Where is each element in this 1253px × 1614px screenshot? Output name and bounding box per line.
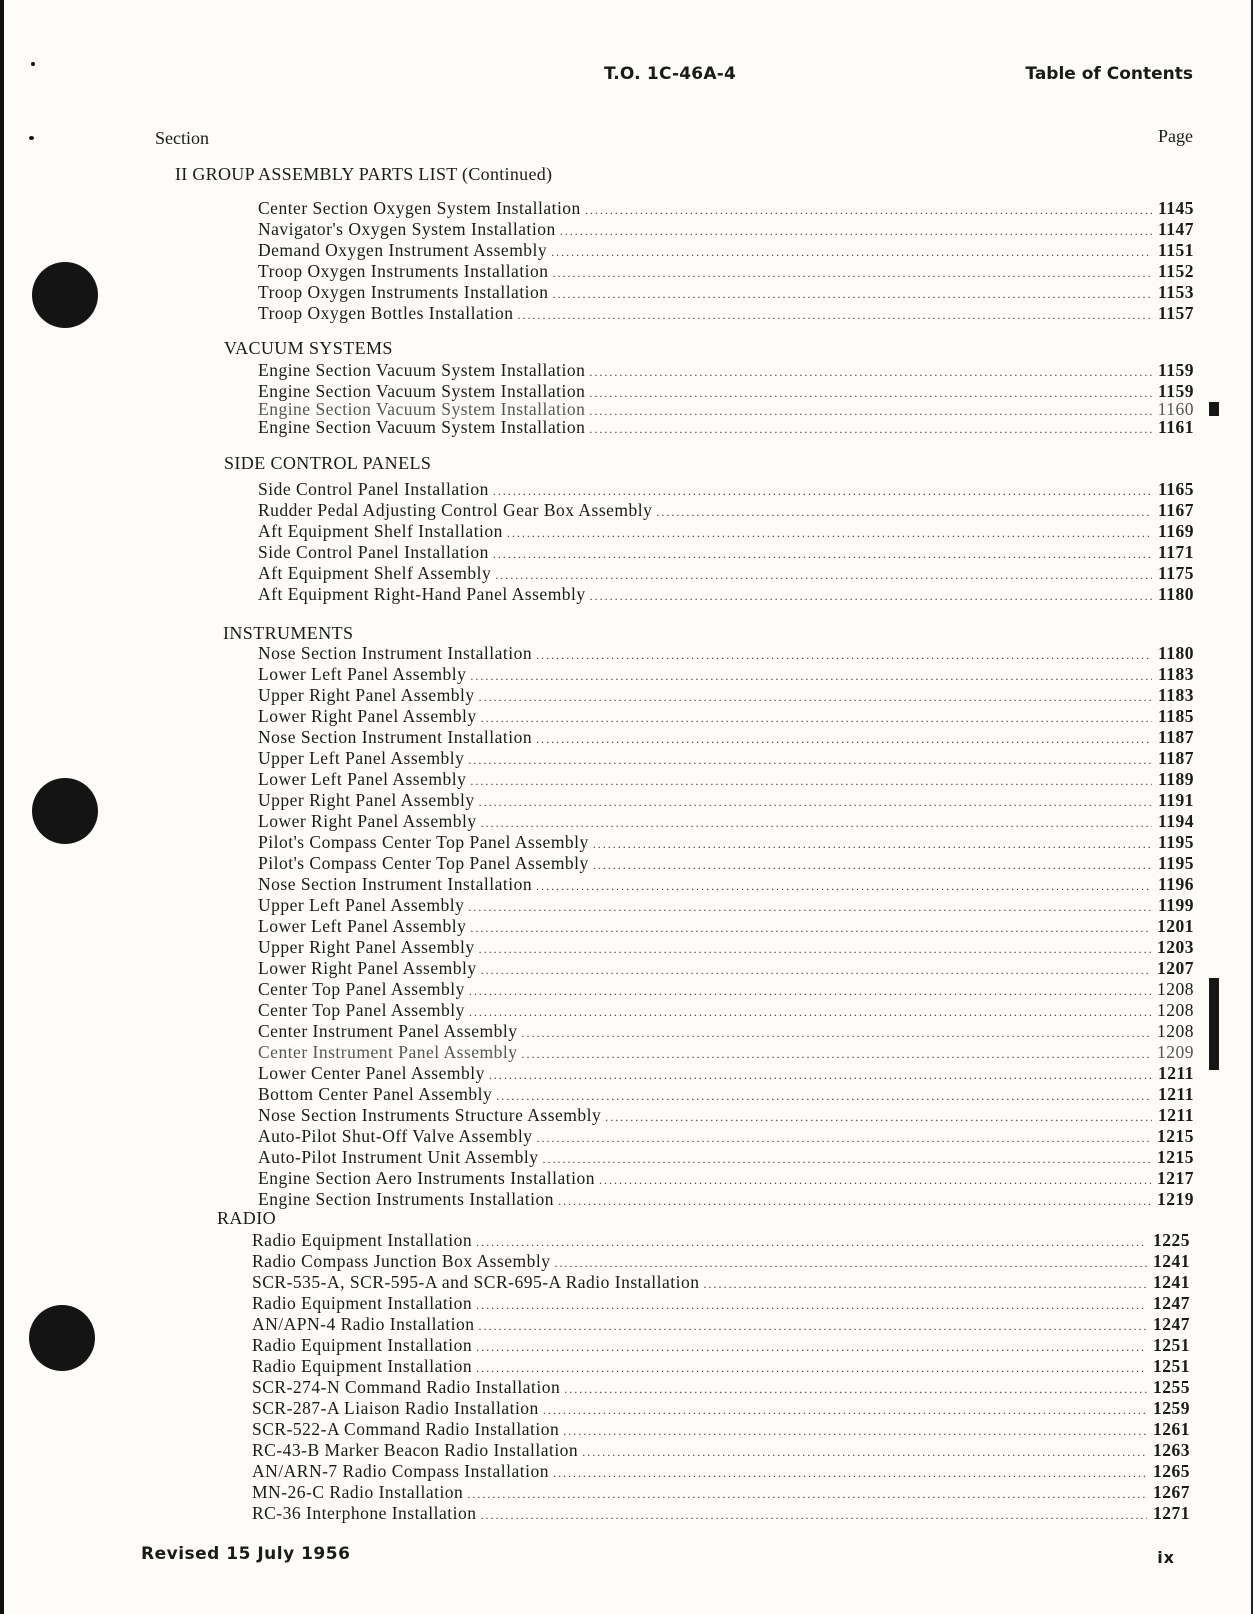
toc-entry-page: 1241 (1153, 1251, 1190, 1271)
toc-entry (258, 1105, 1194, 1126)
dot-leader (560, 221, 1152, 242)
toc-entry-title: Upper Right Panel Assembly (258, 790, 475, 810)
toc-entry-page: 1171 (1157, 542, 1194, 562)
toc-entry (258, 790, 1194, 811)
toc-entry-title: Center Instrument Panel Assembly (258, 1042, 518, 1062)
toc-entry (252, 1356, 1190, 1377)
toc-entry-page: 1189 (1157, 769, 1194, 789)
dot-leader (518, 305, 1152, 326)
toc-entry (258, 832, 1194, 853)
toc-entry (258, 748, 1194, 769)
dot-leader (476, 1337, 1147, 1358)
toc-entry (258, 811, 1194, 832)
section-column-label: Section (155, 128, 209, 148)
dot-leader (507, 523, 1152, 544)
toc-entry (258, 500, 1194, 521)
toc-entry (258, 706, 1194, 727)
toc-entry-title: Upper Right Panel Assembly (258, 937, 475, 957)
toc-entry-page: 1169 (1157, 521, 1194, 541)
dot-leader (656, 502, 1152, 523)
dot-leader (476, 1358, 1147, 1379)
toc-entry-page: 1259 (1153, 1398, 1190, 1418)
dot-leader (590, 586, 1152, 607)
dot-leader (599, 1170, 1151, 1191)
toc-entry-page: 1160 (1157, 399, 1194, 419)
toc-entry (258, 853, 1194, 874)
toc-entry (252, 1335, 1190, 1356)
toc-entry-title: Upper Left Panel Assembly (258, 895, 465, 915)
toc-entry (258, 958, 1194, 979)
toc-entry (258, 1126, 1194, 1147)
toc-entry (258, 1084, 1194, 1105)
dot-leader (589, 419, 1152, 440)
toc-entry (258, 198, 1194, 219)
toc-entry-title: Troop Oxygen Bottles Installation (258, 303, 514, 323)
toc-entry (258, 219, 1194, 240)
dot-leader (470, 771, 1152, 792)
toc-entry-title: Radio Equipment Installation (252, 1293, 473, 1313)
dot-leader (582, 1442, 1147, 1463)
dot-leader (536, 729, 1152, 750)
toc-entry-page: 1199 (1157, 895, 1194, 915)
toc-entry (252, 1251, 1190, 1272)
toc-entry (258, 874, 1194, 895)
dot-leader (593, 855, 1152, 876)
toc-entry-page: 1151 (1157, 240, 1194, 260)
toc-entry-page: 1187 (1157, 727, 1194, 747)
toc-entry-title: Bottom Center Panel Assembly (258, 1084, 493, 1104)
toc-entry (258, 1168, 1194, 1189)
dot-leader (563, 1421, 1147, 1442)
toc-entry-title: Nose Section Instrument Installation (258, 874, 533, 894)
toc-entry-page: 1183 (1157, 685, 1194, 705)
dot-leader (553, 263, 1152, 284)
toc-entry-page: 1145 (1157, 198, 1194, 218)
group-heading: RADIO (217, 1208, 276, 1228)
toc-entry-title: Aft Equipment Shelf Assembly (258, 563, 492, 583)
group-heading: INSTRUMENTS (223, 623, 354, 643)
toc-entry-title: Troop Oxygen Instruments Installation (258, 282, 549, 302)
dot-leader (479, 1316, 1147, 1337)
dot-leader (558, 1191, 1151, 1212)
toc-entry-title: Radio Equipment Installation (252, 1335, 473, 1355)
toc-entry-page: 1161 (1157, 417, 1194, 437)
toc-entry (258, 1063, 1194, 1084)
toc-entry (258, 664, 1194, 685)
toc-entry-page: 1165 (1157, 479, 1194, 499)
toc-entry-page: 1180 (1157, 584, 1194, 604)
dot-leader (551, 242, 1152, 263)
dot-leader (476, 1232, 1147, 1253)
toc-entry (252, 1377, 1190, 1398)
toc-entry-page: 1247 (1153, 1293, 1190, 1313)
toc-entry (252, 1482, 1190, 1503)
toc-entry (258, 643, 1194, 664)
toc-entry-title: Aft Equipment Right-Hand Panel Assembly (258, 584, 586, 604)
dot-leader (553, 284, 1152, 305)
document-number: T.O. 1C-46A-4 (604, 64, 736, 84)
dot-leader (479, 792, 1152, 813)
dot-leader (536, 1128, 1151, 1149)
toc-entry-page: 1191 (1157, 790, 1194, 810)
scan-speck (31, 62, 35, 66)
toc-entry (258, 417, 1194, 438)
dot-leader (470, 918, 1151, 939)
toc-entry-page: 1208 (1157, 1000, 1194, 1020)
scan-left-edge (0, 0, 4, 1614)
toc-entry-page: 1211 (1157, 1063, 1194, 1083)
toc-entry-page: 1153 (1157, 282, 1194, 302)
toc-entry-title: Lower Right Panel Assembly (258, 811, 477, 831)
toc-entry-page: 1215 (1157, 1126, 1194, 1146)
toc-entry (258, 727, 1194, 748)
dot-leader (470, 666, 1152, 687)
toc-entry-title: Troop Oxygen Instruments Installation (258, 261, 549, 281)
toc-entry-page: 1195 (1157, 853, 1194, 873)
toc-entry-page: 1159 (1157, 360, 1194, 380)
toc-entry-page: 1271 (1153, 1503, 1190, 1523)
toc-entry-title: Engine Section Vacuum System Installation (258, 417, 586, 437)
toc-entry (258, 584, 1194, 605)
toc-entry-title: Center Top Panel Assembly (258, 979, 465, 999)
dot-leader (493, 481, 1152, 502)
toc-entry-title: Side Control Panel Installation (258, 542, 489, 562)
toc-entry (252, 1272, 1190, 1293)
toc-entry (258, 1021, 1194, 1042)
dot-leader (469, 981, 1151, 1002)
toc-entry-title: Nose Section Instrument Installation (258, 727, 533, 747)
toc-entry-title: Lower Right Panel Assembly (258, 958, 477, 978)
toc-entry (252, 1419, 1190, 1440)
dot-leader (467, 1484, 1147, 1505)
dot-leader (536, 645, 1152, 666)
toc-entry-page: 1195 (1157, 832, 1194, 852)
toc-entry-page: 1207 (1157, 958, 1194, 978)
toc-entry-page: 1196 (1157, 874, 1194, 894)
toc-entry-page: 1215 (1157, 1147, 1194, 1167)
toc-entry-title: SCR-287-A Liaison Radio Installation (252, 1398, 539, 1418)
toc-entry-title: Rudder Pedal Adjusting Control Gear Box Assembly (258, 500, 653, 520)
toc-entry-page: 1203 (1157, 937, 1194, 957)
toc-entry-page: 1147 (1157, 219, 1194, 239)
toc-entry-page: 1261 (1153, 1419, 1190, 1439)
toc-entry-page: 1152 (1157, 261, 1194, 281)
toc-entry-page: 1157 (1157, 303, 1194, 323)
dot-leader (493, 544, 1152, 565)
punch-hole-middle (32, 778, 98, 844)
toc-entry-title: Center Instrument Panel Assembly (258, 1021, 518, 1041)
toc-entry (258, 521, 1194, 542)
dot-leader (496, 1086, 1152, 1107)
toc-entry-page: 1265 (1153, 1461, 1190, 1481)
toc-entry-title: Navigator's Oxygen System Installation (258, 219, 556, 239)
toc-entry-title: Lower Center Panel Assembly (258, 1063, 485, 1083)
dot-leader (589, 362, 1152, 383)
toc-entry (258, 769, 1194, 790)
toc-entry (252, 1314, 1190, 1335)
toc-entry-title: Engine Section Vacuum System Installation (258, 360, 586, 380)
toc-entry-title: SCR-274-N Command Radio Installation (252, 1377, 561, 1397)
toc-entry-page: 1183 (1157, 664, 1194, 684)
toc-entry-page: 1175 (1157, 563, 1194, 583)
toc-entry-title: Lower Left Panel Assembly (258, 664, 467, 684)
toc-entry-title: RC-43-B Marker Beacon Radio Installation (252, 1440, 579, 1460)
toc-entry (258, 685, 1194, 706)
dot-leader (469, 1002, 1151, 1023)
toc-entry-title: Lower Left Panel Assembly (258, 916, 467, 936)
dot-leader (479, 939, 1151, 960)
toc-entry-page: 1251 (1153, 1356, 1190, 1376)
toc-entry (258, 1189, 1194, 1210)
dot-leader (481, 960, 1151, 981)
toc-entry-title: Demand Oxygen Instrument Assembly (258, 240, 548, 260)
toc-entry-page: 1208 (1157, 1021, 1194, 1041)
dot-leader (536, 876, 1152, 897)
toc-entry-title: AN/APN-4 Radio Installation (252, 1314, 475, 1334)
dot-leader (481, 813, 1152, 834)
dot-leader (585, 200, 1152, 221)
toc-entry-page: 1185 (1157, 706, 1194, 726)
toc-entry-title: AN/ARN-7 Radio Compass Installation (252, 1461, 549, 1481)
toc-entry-title: Engine Section Instruments Installation (258, 1189, 555, 1209)
dot-leader (593, 834, 1152, 855)
dot-leader (481, 708, 1152, 729)
toc-entry-title: MN-26-C Radio Installation (252, 1482, 464, 1502)
toc-entry (258, 542, 1194, 563)
toc-entry-title: Upper Left Panel Assembly (258, 748, 465, 768)
toc-entry-title: SCR-522-A Command Radio Installation (252, 1419, 560, 1439)
toc-entry-title: Nose Section Instruments Structure Assembly (258, 1105, 602, 1125)
toc-entry (258, 360, 1194, 381)
dot-leader (564, 1379, 1147, 1400)
dot-leader (554, 1253, 1147, 1274)
toc-entry (258, 895, 1194, 916)
dot-leader (703, 1274, 1147, 1295)
toc-entry (258, 282, 1194, 303)
toc-entry-title: Upper Right Panel Assembly (258, 685, 475, 705)
dot-leader (543, 1400, 1147, 1421)
toc-entry-page: 1241 (1153, 1272, 1190, 1292)
page-number: ix (1157, 1548, 1175, 1567)
toc-entry-page: 1211 (1157, 1084, 1194, 1104)
toc-entry-page: 1219 (1157, 1189, 1194, 1209)
toc-entry-page: 1167 (1157, 500, 1194, 520)
toc-entry-title: Aft Equipment Shelf Installation (258, 521, 503, 541)
scan-speck (29, 136, 34, 140)
dot-leader (605, 1107, 1152, 1128)
toc-entry-title: Side Control Panel Installation (258, 479, 489, 499)
toc-entry-page: 1187 (1157, 748, 1194, 768)
dot-leader (522, 1023, 1151, 1044)
toc-entry-page: 1180 (1157, 643, 1194, 663)
toc-entry-title: Radio Compass Junction Box Assembly (252, 1251, 551, 1271)
toc-entry-page: 1201 (1157, 916, 1194, 936)
toc-entry-title: Lower Left Panel Assembly (258, 769, 467, 789)
toc-entry-page: 1194 (1157, 811, 1194, 831)
group-heading: SIDE CONTROL PANELS (224, 453, 432, 473)
toc-entry (258, 261, 1194, 282)
toc-entry-title: Auto-Pilot Instrument Unit Assembly (258, 1147, 539, 1167)
dot-leader (495, 565, 1152, 586)
toc-entry (258, 563, 1194, 584)
toc-entry (252, 1398, 1190, 1419)
toc-entry-title: Nose Section Instrument Installation (258, 643, 533, 663)
toc-entry-title: Center Section Oxygen System Installation (258, 198, 581, 218)
toc-entry (258, 303, 1194, 324)
toc-entry-page: 1263 (1153, 1440, 1190, 1460)
dot-leader (468, 897, 1152, 918)
toc-entry (258, 979, 1194, 1000)
toc-entry-title: Auto-Pilot Shut-Off Valve Assembly (258, 1126, 533, 1146)
dot-leader (543, 1149, 1152, 1170)
punch-hole-top (32, 262, 98, 328)
toc-entry (252, 1503, 1190, 1524)
toc-entry (258, 240, 1194, 261)
toc-entry (258, 479, 1194, 500)
dot-leader (476, 1295, 1147, 1316)
toc-entry-title: Pilot's Compass Center Top Panel Assembly (258, 832, 589, 852)
toc-entry (252, 1461, 1190, 1482)
toc-entry (258, 937, 1194, 958)
punch-hole-bottom (29, 1305, 95, 1371)
toc-entry-title: Lower Right Panel Assembly (258, 706, 477, 726)
page-title: Table of Contents (1025, 64, 1193, 84)
dot-leader (553, 1463, 1147, 1484)
dot-leader (468, 750, 1152, 771)
toc-entry (252, 1293, 1190, 1314)
section-title: II GROUP ASSEMBLY PARTS LIST (Continued) (175, 164, 553, 184)
toc-entry-page: 1208 (1157, 979, 1194, 999)
change-bar-vacuum (1209, 402, 1219, 416)
toc-entry-title: Engine Section Vacuum System Installation (258, 399, 586, 419)
toc-entry-title: Pilot's Compass Center Top Panel Assembly (258, 853, 589, 873)
toc-entry (252, 1230, 1190, 1251)
toc-entry-page: 1159 (1157, 381, 1194, 401)
toc-entry-title: Engine Section Vacuum System Installation (258, 381, 586, 401)
page-column-label: Page (1158, 126, 1193, 146)
dot-leader (522, 1044, 1151, 1065)
dot-leader (489, 1065, 1152, 1086)
toc-entry (252, 1440, 1190, 1461)
change-bar-instruments (1209, 978, 1219, 1070)
toc-entry (258, 1000, 1194, 1021)
toc-entry-page: 1217 (1157, 1168, 1194, 1188)
dot-leader (479, 687, 1152, 708)
toc-entry-title: Radio Equipment Installation (252, 1356, 473, 1376)
toc-entry-title: Engine Section Aero Instruments Installation (258, 1168, 595, 1188)
revision-date: Revised 15 July 1956 (141, 1544, 351, 1564)
toc-entry-page: 1251 (1153, 1335, 1190, 1355)
toc-entry-title: SCR-535-A, SCR-595-A and SCR-695-A Radio Installation (252, 1272, 700, 1292)
toc-entry-title: Center Top Panel Assembly (258, 1000, 465, 1020)
toc-entry-page: 1209 (1157, 1042, 1194, 1062)
toc-entry-page: 1225 (1153, 1230, 1190, 1250)
group-heading: VACUUM SYSTEMS (224, 338, 393, 358)
toc-entry-page: 1247 (1153, 1314, 1190, 1334)
toc-entry-title: RC-36 Interphone Installation (252, 1503, 477, 1523)
toc-entry (258, 1147, 1194, 1168)
toc-entry-page: 1255 (1153, 1377, 1190, 1397)
toc-entry-page: 1211 (1157, 1105, 1194, 1125)
toc-entry-page: 1267 (1153, 1482, 1190, 1502)
toc-entry-title: Radio Equipment Installation (252, 1230, 473, 1250)
dot-leader (480, 1505, 1147, 1526)
toc-entry (258, 1042, 1194, 1063)
toc-entry (258, 916, 1194, 937)
